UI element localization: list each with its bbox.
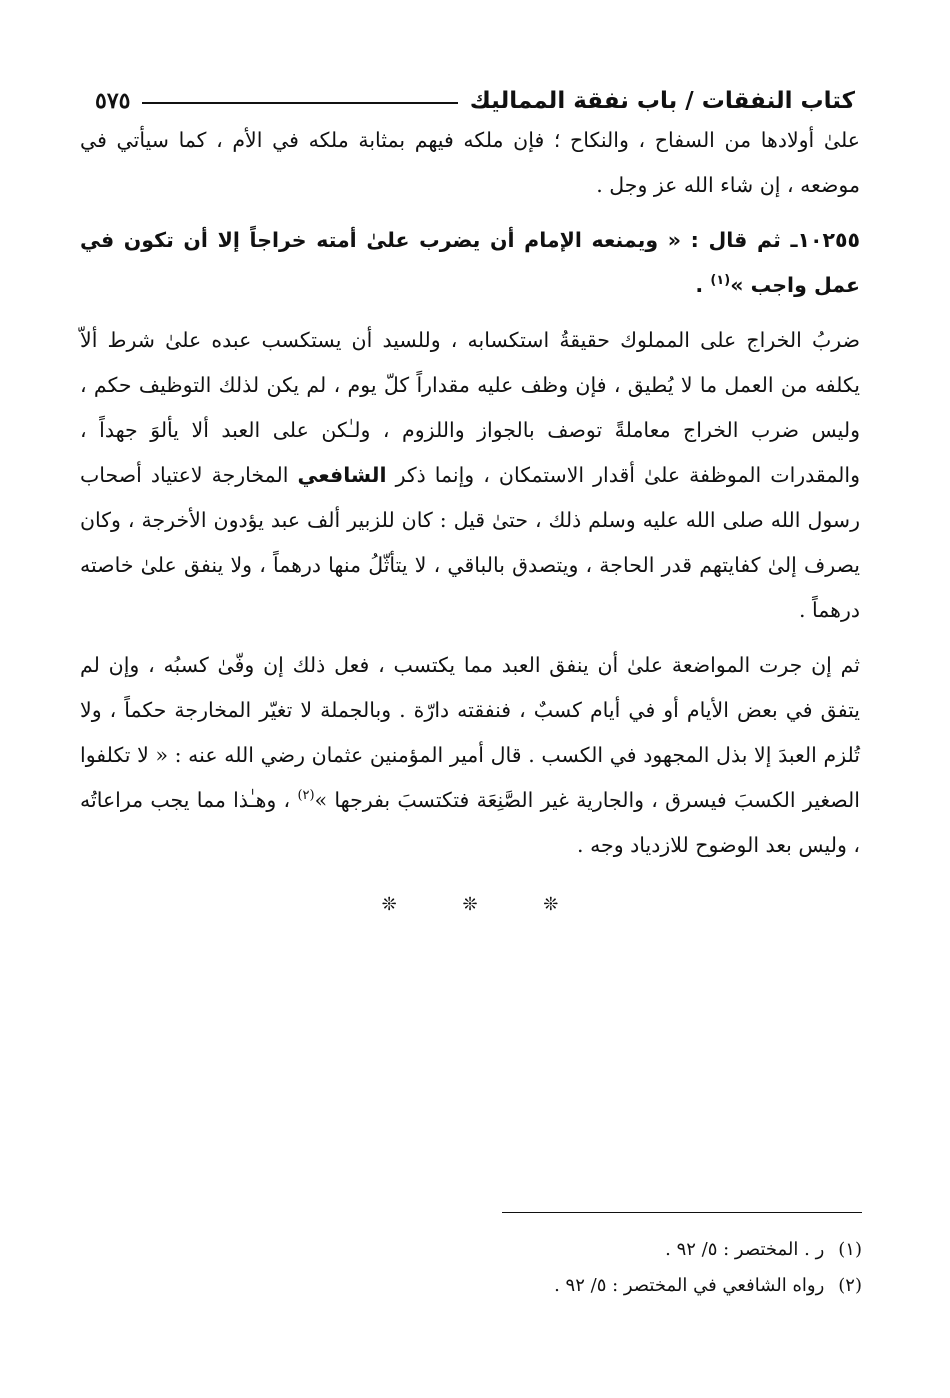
footnote-text: ر . المختصر : ٥/ ٩٢ . [665, 1239, 825, 1260]
page-number: ٥٧٥ [95, 88, 131, 114]
footnote-ref-1[interactable]: (١) [710, 273, 731, 289]
paragraph-3 [80, 318, 860, 633]
paragraph-3-part-b: المخارجة لاعتياد أصحاب رسول الله صلى الله عليه وسلم ذلك ، حتىٰ قيل : كان للزبير ألف عبد يؤدون الأخرجة ، وكان يصرف إلىٰ كفايتهم قدر الحاجة ، ويتصدق بالباقي ، لا يتأثّلُ منها درهماً ، ولا ينفق علىٰ خاصته درهماً . [80, 463, 860, 622]
footnote-1 [102, 1232, 862, 1268]
footnote-rule [502, 1212, 862, 1213]
paragraph-4 [80, 643, 860, 868]
paragraph-4-part-a: ثم إن جرت المواضعة علىٰ أن ينفق العبد مما يكتسب ، فعل ذلك إن وفّىٰ كسبُه ، وإن لم يتفق في بعض الأيام أو في أيام كسبٌ ، فنفقته دارّة . وبالجملة لا تغيّر المخارجة حكماً ، ولا تُلزم العبدَ إلا بذل المجهود في الكسب . قال أمير المؤمنين عثمان رضي الله عنه : « لا تكلفوا الصغير الكسبَ فيسرق ، والجارية غير الصَّنِعَة فتكتسبَ بفرجها » [80, 653, 860, 812]
paragraph-3-part-a: ضربُ الخراج على المملوك حقيقةُ استكسابه ، وللسيد أن يستكسب عبده علىٰ شرط ألاّ يكلفه من العمل ما لا يُطيق ، فإن وظف عليه مقداراً كلّ يوم ، لم يكن لذلك التوظيف حكم ، وليس ضرب الخراج معاملةً توصف بالجواز واللزوم ، ولـٰكن على العبد ألا يألوَ جهداً ، والمقدرات الموظفة علىٰ أقدار الاستمكان ، وإنما ذكر [80, 328, 860, 487]
page-header [95, 74, 855, 114]
footnote-2 [102, 1268, 862, 1304]
issue-end: . [695, 273, 711, 297]
footnote-ref-2[interactable]: (٢) [297, 788, 315, 804]
issue-number: ١٠٢٥٥ـ [790, 228, 861, 252]
emphasized-name: الشافعي [297, 463, 387, 487]
section-ornament: ❊ ❊ ❊ [381, 894, 589, 915]
body-text [80, 118, 860, 927]
footnote-text: رواه الشافعي في المختصر : ٥/ ٩٢ . [554, 1275, 825, 1296]
issue-text: ثم قال : « ويمنعه الإمام أن يضرب علىٰ أمته خراجاً إلا أن تكون في عمل واجب » [80, 228, 860, 297]
paragraph-4-part-b: ، وهـٰذا مما يجب مراعاتُه ، وليس بعد الوضوح للازدياد وجه . [80, 788, 860, 857]
paragraph-1: علىٰ أولادها من السفاح ، والنكاح ؛ فإن ملكه فيهم بمثابة ملكه في الأم ، كما سيأتي في موضعه ، إن شاء الله عز وجل . [80, 128, 860, 197]
footnotes [102, 1232, 862, 1304]
footnote-number: (٢) [838, 1275, 862, 1296]
issue-paragraph [80, 218, 860, 308]
footnote-number: (١) [838, 1239, 862, 1260]
header-rule [142, 102, 457, 104]
running-title: كتاب النفقات / باب نفقة المماليك [469, 88, 855, 114]
